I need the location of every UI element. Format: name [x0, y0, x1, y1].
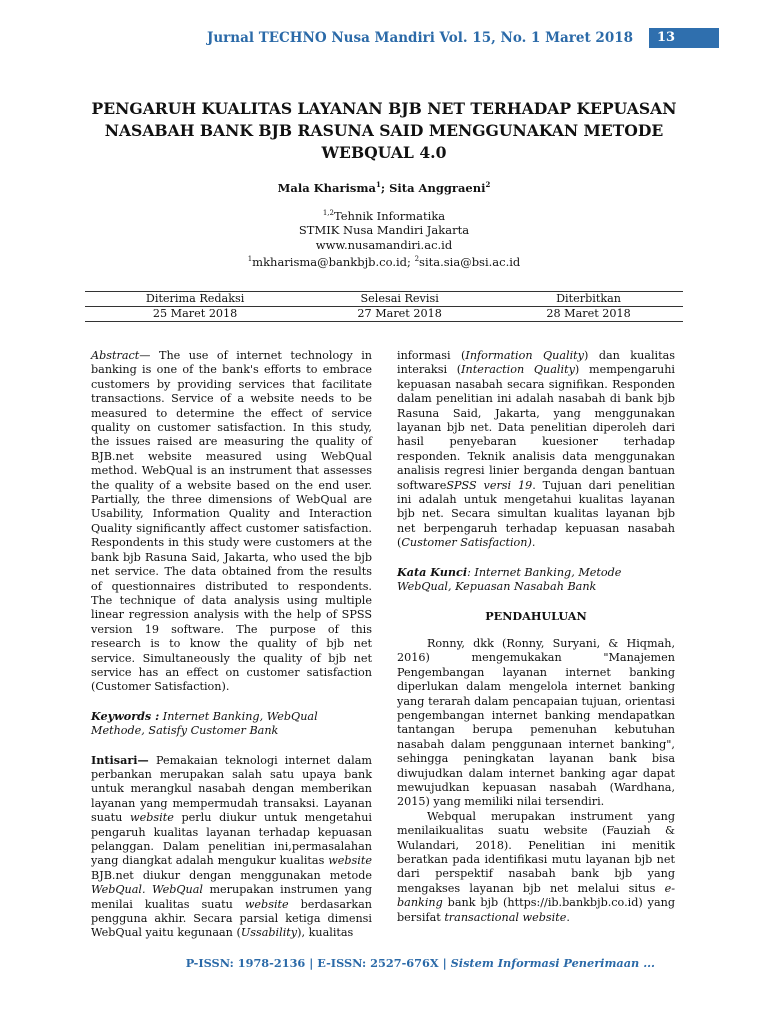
intisari-text: BJB.net diukur dengan menggunakan metode — [91, 868, 372, 882]
affiliation — [0, 206, 768, 270]
intisari-label: Intisari — [91, 752, 138, 767]
intisari-text: berdasarkan pengguna akhir. Secara parsial ketiga dimensi WebQual yaitu kegunaan ( — [91, 897, 373, 940]
author-2: Sita Anggraeni — [389, 180, 486, 195]
abstract-paragraph — [91, 349, 372, 695]
affiliation-sup: 1,2 — [322, 209, 334, 217]
intisari-italic: Interaction Quality — [461, 363, 575, 377]
intisari-paragraph-continued — [397, 349, 675, 551]
footer-issn: P-ISSN: 1978-2136 | E-ISSN: 2527-676X | — [185, 956, 451, 970]
affiliation-dept-line — [0, 206, 768, 223]
intro-text: . — [566, 910, 570, 924]
keywords-label: Keywords : — [91, 708, 160, 723]
intisari-text: Pemakaian teknologi internet dalam perbankan merupakan salah satu upaya bank untuk merangkul nasabah dengan memberikan layanan yang mempermudah transaksi. Layanan suatu — [91, 753, 372, 825]
abstract-text: The use of internet technology in banking is one of the bank's efforts to embrace customers by providing services that facilitate transactions. Service of a website needs to be measured to determine the effect of service quality on customer satisfaction. In this study, the issues raised are measuring the quality of BJB.net website measured using WebQual method. WebQual is an instrument that assesses the quality of a website based on the end user. Partially, the three dimensions of WebQual are Usability, Information Quality and Interaction Quality significantly affect customer satisfaction. Respondents in this study were customers at the bank bjb Rasuna Said, Jakarta, who used the bjb net service. The data obtained from the results of questionnaires distributed to respondents. The technique of data analysis using multiple linear regression analysis with the help of SPSS version 19 software. The purpose of this research is to know the quality of bjb net service. Simultaneously the quality of bjb net service has an effect on customer satisfaction (Customer Satisfaction). — [91, 349, 372, 694]
affiliation-emails — [0, 252, 768, 269]
intisari-italic: WebQual. WebQual — [91, 883, 203, 897]
intisari-text: merupakan instrumen yang menilai kualitas suatu — [91, 883, 372, 911]
footer-section: Sistem Informasi Penerimaan ... — [450, 956, 655, 970]
email-1: mkharisma@bankbjb.co.id; — [252, 255, 415, 270]
author-2-sup: 2 — [485, 180, 491, 189]
abstract-dash: — — [139, 349, 159, 362]
affiliation-website: www.nusamandiri.ac.id — [315, 237, 453, 252]
dates-header-cell: Selesai Revisi — [305, 292, 494, 307]
intisari-text: perlu diukur untuk mengetahui pengaruh kualitas layanan terhadap kepuasan pelanggan. Dalam penelitian ini,permasalahan yang diangkat adalah mengukur kualitas — [91, 811, 373, 868]
intisari-italic: Information Quality — [465, 349, 585, 362]
intisari-italic: Ussability — [240, 926, 298, 940]
intisari-italic: SPSS versi 19 — [446, 478, 533, 492]
intisari-italic: website — [244, 897, 289, 911]
authors — [0, 180, 768, 195]
kata-kunci-text: : Internet Banking, Metode WebQual, Kepuasan Nasabah Bank — [397, 565, 622, 594]
paper-title: PENGARUH KUALITAS LAYANAN BJB NET TERHADAP KEPUASAN NASABAH BANK BJB RASUNA SAID MENGGUNAKAN METODE WEBQUAL 4.0 — [91, 99, 677, 162]
intro-text: Webqual merupakan instrument yang menilaikualitas suatu website (Fauziah & Wulandari, 2018). Penelitian ini menitik beratkan pada identifikasi mutu layanan bjb net dari perspektif nasabah bank bjb yang mengakses layanan bjb net melalui situs — [397, 809, 675, 895]
intisari-text: . Tujuan dari penelitian ini adalah untuk mengetahui kualitas layanan bjb net. Secara simultan kualitas layanan bjb net berpengaruh terhadap kepuasan nasabah ( — [397, 478, 675, 550]
intro-paragraph-2 — [397, 810, 675, 925]
intisari-text: ) dan kualitas interaksi ( — [397, 349, 676, 377]
keywords-paragraph — [91, 709, 372, 739]
dates-header-cell: Diterbitkan — [494, 292, 683, 307]
section-heading: PENDAHULUAN — [485, 608, 587, 623]
dates-header-cell: Diterima Redaksi — [85, 292, 305, 307]
dates-value-row — [85, 307, 683, 322]
intro-text: bank bjb (https://ib.bankbjb.co.id) yang bersifat — [397, 896, 675, 924]
intro-paragraph-1: Ronny, dkk (Ronny, Suryani, & Hiqmah, 2016) mengemukakan "Manajemen Pengembangan layanan internet banking diperlukan dalam mengelola internet banking yang terarah dalam pencapaian tujuan, orientasi pengembangan internet banking mendapatkan tantangan berupa pemenuhan kebutuhan nasabah dalam penggunaan internet banking", sehingga peningkatan layanan bank bisa diwujudkan dalam internet banking agar dapat mewujudkan kepuasan nasabah (Wardhana, 2015) yang memiliki nilai tersendiri. — [397, 636, 675, 809]
intisari-italic: website — [130, 811, 174, 825]
dates-value-cell: 25 Maret 2018 — [85, 307, 305, 322]
kata-kunci-label: Kata Kunci — [397, 564, 468, 579]
intisari-text: informasi ( — [397, 349, 466, 362]
email-1-sup: 1 — [247, 255, 253, 264]
dates-table — [85, 291, 683, 322]
running-header — [0, 28, 768, 50]
intisari-dash: — — [137, 752, 157, 767]
intisari-text: ) mempengaruhi kepuasan nasabah secara signifikan. Responden dalam penelitian ini adalah nasabah di bank bjb Rasuna Said, Jakarta, yang menggunakan layanan bjb net. Data penelitian diperoleh dari hasil penyebaran kuesioner terhadap responden. Teknik analisis data menggunakan analisis regresi linier berganda dengan bantuan software — [397, 363, 675, 492]
left-column — [91, 349, 372, 941]
page-footer — [186, 956, 655, 970]
intisari-text: ), kualitas — [297, 926, 354, 940]
dates-value-cell: 28 Maret 2018 — [494, 307, 683, 322]
kata-kunci-paragraph — [397, 565, 675, 595]
email-2-sup: 2 — [414, 255, 420, 264]
dates-value-cell: 27 Maret 2018 — [305, 307, 494, 322]
intisari-italic: Customer Satisfaction). — [401, 536, 536, 550]
page-number-badge: 13 — [649, 28, 719, 48]
author-1: Mala Kharisma — [277, 180, 376, 195]
dates-header-row — [85, 292, 683, 307]
email-2: sita.sia@bsi.ac.id — [419, 255, 521, 270]
affiliation-institution: STMIK Nusa Mandiri Jakarta — [298, 223, 470, 238]
intro-italic: transactional website — [444, 910, 567, 924]
intisari-paragraph — [91, 753, 372, 941]
author-separator: ; — [380, 180, 390, 195]
keywords-text: Internet Banking, WebQual Methode, Satisfy Customer Bank — [91, 709, 318, 738]
author-1-sup: 1 — [375, 180, 381, 189]
journal-title: Jurnal TECHNO Nusa Mandiri Vol. 15, No. 1 Maret 2018 — [206, 30, 633, 46]
right-column — [397, 349, 675, 925]
intisari-italic: website — [328, 854, 372, 868]
abstract-label: Abstract — [91, 349, 140, 362]
intro-italic: e-banking — [397, 881, 675, 910]
affiliation-dept: Tehnik Informatika — [333, 208, 446, 223]
